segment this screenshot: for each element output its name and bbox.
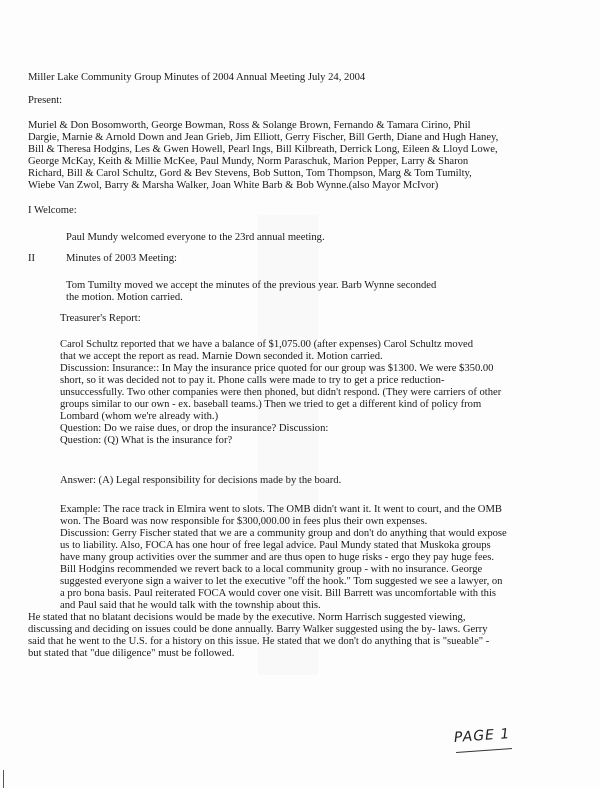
example-line: have many group activities over the summer and are thus open to huge risks - ergo they pay huge fees. — [60, 552, 495, 563]
attendee-line: Wiebe Van Zwol, Barry & Marsha Walker, Joan White Barb & Bob Wynne.(also Mayor McIvor) — [28, 180, 439, 191]
example-line: Bill Hodgins recommended we revert back to a local community group - with no insurance. George — [60, 564, 483, 575]
example-line: a pro bona basis. Paul reiterated FOCA would cover one visit. Bill Barrett was uncomfortable with this — [60, 588, 497, 599]
minutes-numeral: II — [28, 253, 36, 264]
welcome-heading: I Welcome: — [28, 205, 77, 216]
minutes-heading: Minutes of 2003 Meeting: — [66, 253, 177, 264]
answer-text: Answer: (A) Legal responsibility for decisions made by the board. — [60, 475, 342, 486]
example-line: suggested everyone sign a waiver to let the executive "off the hook." Tom suggested we see a lawyer, on — [60, 576, 503, 587]
example-line: Example: The race track in Elmira went to slots. The OMB didn't want it. It went to court, and the OMB — [60, 504, 502, 515]
document-title: Miller Lake Community Group Minutes of 2004 Annual Meeting July 24, 2004 — [28, 72, 366, 83]
treasurer-line: Carol Schultz reported that we have a balance of $1,075.00 (after expenses) Carol Schultz moved — [60, 339, 474, 350]
closing-line: He stated that no blatant decisions would be made by the executive. Norm Harrisch suggested viewing, — [28, 612, 466, 623]
attendee-line: Richard, Bill & Carol Schultz, Gord & Bev Stevens, Bob Sutton, Tom Thompson, Marg & Tom Tumilty, — [28, 168, 472, 179]
page-number-underline — [456, 748, 512, 753]
treasurer-line: short, so it was decided not to pay it. Phone calls were made to try to get a price reduction- — [60, 375, 445, 386]
treasurer-line: unsuccessfully. Two other companies were then phoned, but didn't respond. (They were carriers of other — [60, 387, 502, 398]
treasurer-line: Discussion: Insurance:: In May the insurance price quoted for our group was $1300. We were $350.00 — [60, 363, 494, 374]
example-line: Discussion: Gerry Fischer stated that we are a community group and don't do anything that would expose — [60, 528, 507, 539]
attendee-line: George McKay, Keith & Millie McKee, Paul Mundy, Norm Paraschuk, Marion Pepper, Larry & Sharon — [28, 156, 469, 167]
attendee-line: Muriel & Don Bosomworth, George Bowman, Ross & Solange Brown, Fernando & Tamara Cirino, Phil — [28, 120, 471, 131]
treasurer-line: Question: Do we raise dues, or drop the insurance? Discussion: — [60, 423, 329, 434]
attendee-line: Bill & Theresa Hodgins, Les & Gwen Howell, Pearl Ings, Bill Kilbreath, Derrick Long, Eileen & Lloyd Lowe, — [28, 144, 498, 155]
scan-edge-mark — [3, 770, 4, 788]
minutes-text-line: the motion. Motion carried. — [66, 292, 183, 303]
treasurer-line: that we accept the report as read. Marnie Down seconded it. Motion carried. — [60, 351, 383, 362]
example-line: won. The Board was now responsible for $300,000.00 in fees plus their own expenses. — [60, 516, 428, 527]
example-line: us to liability. Also, FOCA has one hour of free legal advice. Paul Mundy stated that Muskoka groups — [60, 540, 491, 551]
treasurer-line: Question: (Q) What is the insurance for? — [60, 435, 233, 446]
present-label: Present: — [28, 95, 63, 106]
closing-line: but stated that "due diligence" must be followed. — [28, 648, 235, 659]
treasurer-line: groups similar to our own - ex. baseball teams.) Then we tried to get a different kind of policy from — [60, 399, 482, 410]
treasurer-heading: Treasurer's Report: — [60, 313, 141, 324]
closing-line: discussing and deciding on issues could be done annually. Barry Walker suggested using the by- laws. Gerry — [28, 624, 488, 635]
example-line: and Paul said that he would talk with the township about this. — [60, 600, 321, 611]
treasurer-line: Lombard (whom we're already with.) — [60, 411, 219, 422]
closing-line: said that he went to the U.S. for a history on this issue. He stated that we don't do anything that is "sueable" - — [28, 636, 490, 647]
page-number-handwritten: PAGE 1 — [453, 726, 511, 746]
attendee-line: Dargie, Marnie & Arnold Down and Jean Grieb, Jim Elliott, Gerry Fischer, Bill Gerth, Diane and Hugh Haney, — [28, 132, 499, 143]
minutes-text-line: Tom Tumilty moved we accept the minutes of the previous year. Barb Wynne seconded — [66, 280, 437, 291]
welcome-text: Paul Mundy welcomed everyone to the 23rd annual meeting. — [66, 232, 325, 243]
